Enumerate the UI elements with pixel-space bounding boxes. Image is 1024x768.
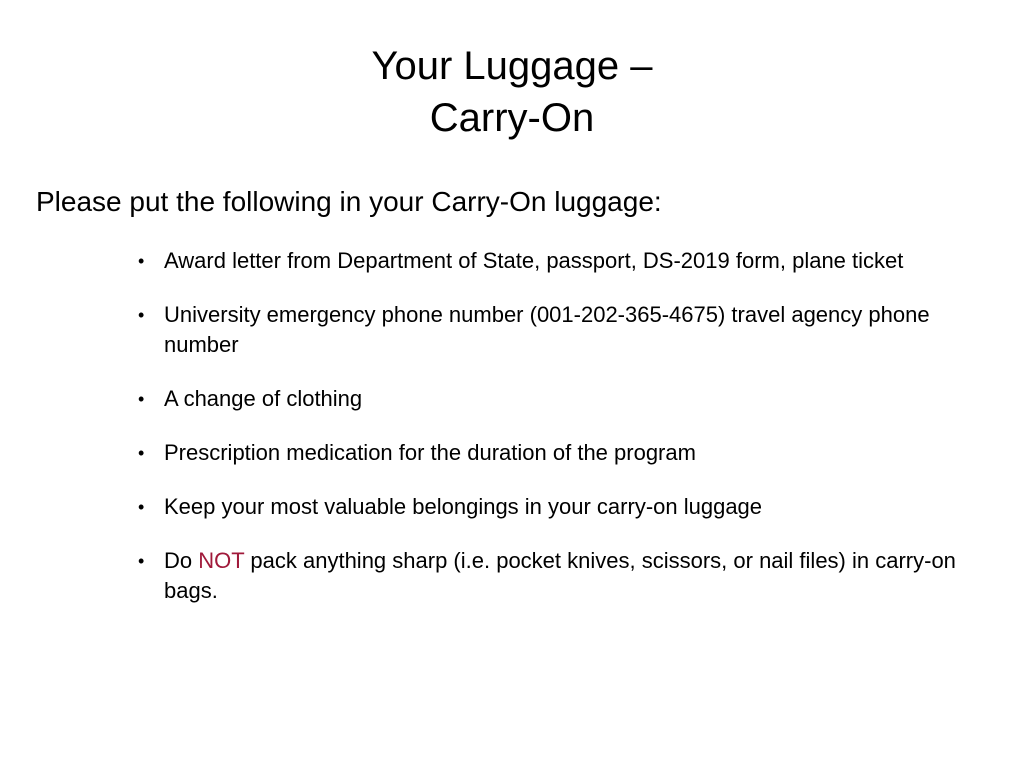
slide-title-line-1: Your Luggage – (371, 44, 653, 88)
bullet-text: University emergency phone number (001-202-365-4675) travel agency phone number (164, 302, 930, 357)
emphasis-not: NOT (198, 548, 245, 573)
bullet-text: Award letter from Department of State, passport, DS-2019 form, plane ticket (164, 248, 904, 273)
bullet-text: Prescription medication for the duration of the program (164, 440, 696, 465)
bullet-text-prefix: Do (164, 548, 199, 573)
list-item (136, 438, 996, 468)
intro-text: Please put the following in your Carry-On luggage: (36, 186, 662, 217)
bullet-icon: • (138, 251, 145, 271)
list-item (136, 384, 996, 414)
bullet-icon: • (138, 551, 145, 571)
bullet-text: A change of clothing (164, 386, 363, 411)
list-item (136, 546, 996, 606)
list-item (136, 300, 996, 360)
bullet-icon: • (138, 389, 145, 409)
bullet-icon: • (138, 443, 145, 463)
bullet-icon: • (138, 497, 145, 517)
bullet-list (136, 246, 996, 630)
list-item (136, 246, 996, 276)
bullet-text: Keep your most valuable belongings in your carry-on luggage (164, 494, 763, 519)
bullet-text (164, 548, 956, 603)
list-item (136, 492, 996, 522)
bullet-icon: • (138, 305, 145, 325)
bullet-text-suffix: pack anything sharp (i.e. pocket knives, scissors, or nail files) in carry-on bags. (164, 548, 956, 603)
slide-title-line-2: Carry-On (429, 96, 595, 140)
slide-title (0, 40, 1024, 144)
